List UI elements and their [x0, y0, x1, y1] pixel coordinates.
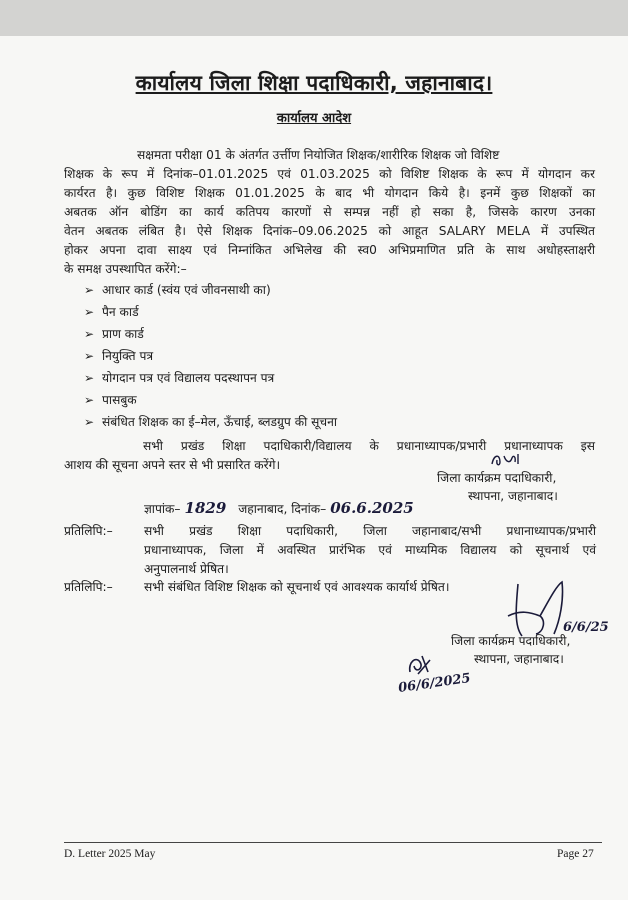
- document-list-item: ➢ आधार कार्ड (स्वंय एवं जीवनसाथी का): [84, 283, 271, 297]
- copy1-line-2: प्रधानाध्यापक, जिला में अवस्थित प्रारंभिक एवं माध्यमिक विद्यालय को सूचनार्थ एवं: [144, 543, 596, 557]
- body-line-5: वेतन अबतक लंबित है। ऐसे शिक्षक दिनांक–09.06.2025 को आहूत SALARY MELA में उपस्थित: [64, 224, 595, 238]
- signatory-designation: जिला कार्यक्रम पदाधिकारी,: [437, 471, 557, 485]
- memo-line: ज्ञापांक– 1829 जहानाबाद, दिनांक– 06.6.2025: [144, 499, 414, 517]
- top-margin-band: [0, 0, 628, 36]
- initials-signature: [488, 448, 528, 470]
- signatory-designation-2: जिला कार्यक्रम पदाधिकारी,: [451, 634, 571, 648]
- copy2-line: सभी संबंधित विशिष्ट शिक्षक को सूचनार्थ एवं आवश्यक कार्यार्थ प्रेषित।: [144, 580, 450, 594]
- body-line-7: के समक्ष उपस्थापित करेंगे:–: [64, 262, 187, 276]
- memo-number: 1829: [184, 499, 227, 517]
- signatory-office-2: स्थापना, जहानाबाद।: [474, 652, 564, 666]
- copy-label-2: प्रतिलिपि:–: [64, 580, 113, 594]
- copy1-line-1: सभी प्रखंड शिक्षा पदाधिकारी, जिला जहानाबाद/सभी प्रधानाध्यापक/प्रभारी: [144, 524, 596, 538]
- copy1-line-3: अनुपालनार्थ प्रेषित।: [144, 562, 229, 576]
- body-line-6: होकर अपना दावा साक्ष्य एवं निम्नांकित अभिलेख की स्व0 अभिप्रमाणित प्रति के साथ अधोहस्ताक्षरी: [64, 243, 595, 257]
- document-page: [0, 36, 628, 900]
- document-list-item: ➢ नियुक्ति पत्र: [84, 349, 154, 363]
- signatory-office: स्थापना, जहानाबाद।: [468, 489, 558, 503]
- arrow-bullet-icon: ➢: [84, 283, 95, 297]
- arrow-bullet-icon: ➢: [84, 349, 95, 363]
- handwritten-dispatch-date: 06/6/2025: [397, 671, 472, 696]
- document-list-item: ➢ संबंधित शिक्षक का ई–मेल, ऊँचाई, ब्लडग्रुप की सूचना: [84, 415, 338, 429]
- signed-date: 6/6/25: [563, 620, 609, 635]
- footer-page-number: Page 27: [557, 848, 594, 860]
- body-line-3: कार्यरत है। कुछ विशिष्ट शिक्षक 01.01.2025 के बाद भी योगदान किये है। इनमें कुछ शिक्षकों का: [64, 186, 595, 200]
- arrow-bullet-icon: ➢: [84, 327, 95, 341]
- document-list-item: ➢ प्राण कार्ड: [84, 327, 144, 341]
- closing-line-2: आशय की सूचना अपने स्तर से भी प्रसारित करेंगे।: [64, 458, 281, 472]
- body-line-4: अबतक ऑन बोडिंग का कार्य कतिपय कारणों से सम्पन्न नहीं हो सका है, जिसके कारण उनका: [64, 205, 595, 219]
- footer-rule: [64, 842, 602, 843]
- footer-left: D. Letter 2025 May: [64, 848, 156, 860]
- arrow-bullet-icon: ➢: [84, 415, 95, 429]
- document-list-item: ➢ पैन कार्ड: [84, 305, 139, 319]
- body-line-1: सक्षमता परीक्षा 01 के अंतर्गत उर्त्तीण नियोजित शिक्षक/शारीरिक शिक्षक जो विशिष्ट: [137, 148, 500, 162]
- dispatch-mark: [404, 652, 434, 678]
- closing-line-1: सभी प्रखंड शिक्षा पदाधिकारी/विद्यालय के प्रधानाध्यापक/प्रभारी प्रधानाध्यापक इस: [143, 439, 595, 453]
- arrow-bullet-icon: ➢: [84, 371, 95, 385]
- body-line-2: शिक्षक के रूप में दिनांक–01.01.2025 एवं 01.03.2025 को विशिष्ट शिक्षक के रूप में योगदान कर: [64, 167, 595, 181]
- arrow-bullet-icon: ➢: [84, 305, 95, 319]
- document-list-item: ➢ योगदान पत्र एवं विद्यालय पदस्थापन पत्र: [84, 371, 275, 385]
- copy-label-1: प्रतिलिपि:–: [64, 524, 113, 538]
- office-title: कार्यालय जिला शिक्षा पदाधिकारी, जहानाबाद।: [135, 71, 493, 95]
- document-list-item: ➢ पासबुक: [84, 393, 137, 407]
- order-subtitle: कार्यालय आदेश: [276, 111, 352, 126]
- memo-date: 06.6.2025: [330, 499, 414, 517]
- arrow-bullet-icon: ➢: [84, 393, 95, 407]
